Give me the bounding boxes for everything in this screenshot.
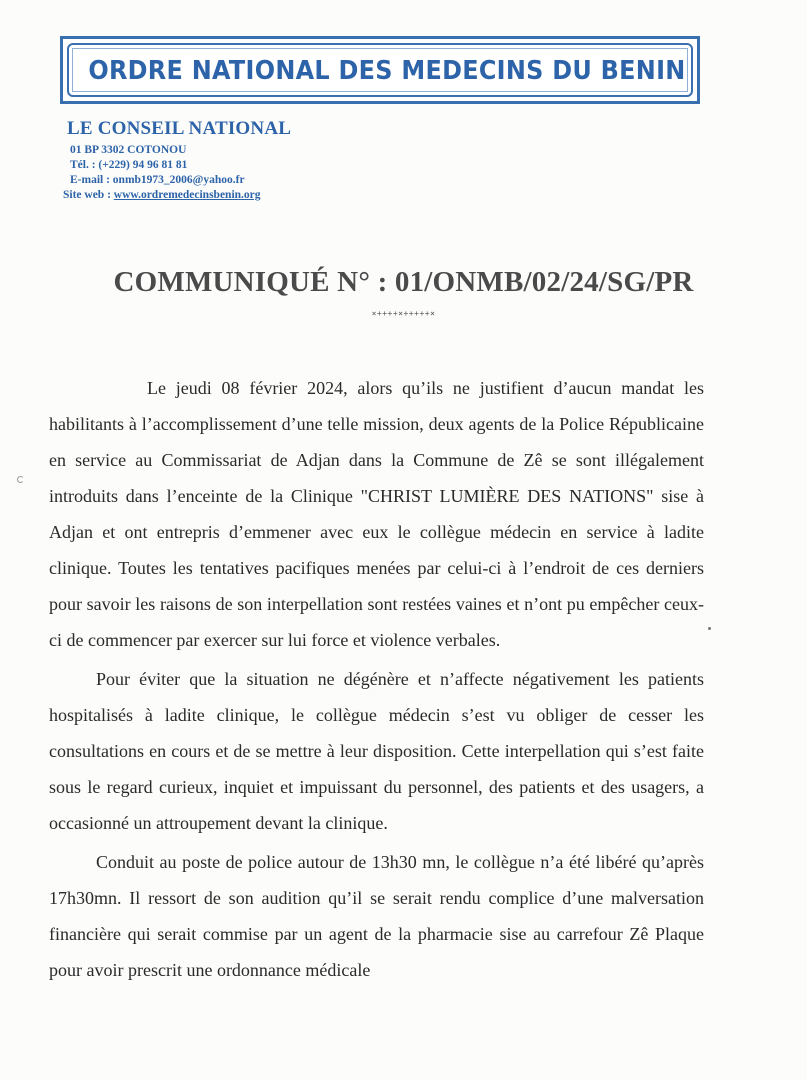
council-name: LE CONSEIL NATIONAL: [67, 118, 292, 139]
council-phone: Tél. : (+229) 94 96 81 81: [70, 159, 188, 171]
council-block: [63, 118, 292, 203]
scan-dot: [708, 627, 711, 630]
council-email: E-mail : onmb1973_2006@yahoo.fr: [70, 174, 245, 186]
banner-title: ORDRE NATIONAL DES MEDECINS DU BENIN: [88, 56, 686, 86]
communique-title: COMMUNIQUÉ N° : 01/ONMB/02/24/SG/PR: [113, 266, 694, 298]
scan-mark: [17, 476, 24, 483]
website-label: Site web :: [63, 189, 114, 201]
body-text: [49, 370, 704, 991]
council-website: [63, 188, 291, 203]
website-link[interactable]: www.ordremedecinsbenin.org: [113, 189, 261, 201]
paragraph-2: Pour éviter que la situation ne dégénère et n’affecte négativement les patients hospitalisés à ladite clinique, le collègue médecin s’est vu obliger de cesser les consultations en cours et de se mettre à leur disposition. Cette interpellation qui s’est faite sous le regard curieux, inquiet et impuissant du personnel, des patients et des usagers, a occasionné un attroupement devant la clinique.: [49, 669, 704, 833]
title-ornament: ×++++×+++++×: [371, 309, 436, 318]
paragraph-3: Conduit au poste de police autour de 13h30 mn, le collègue n’a été libéré qu’après 17h30mn. Il ressort de son audition qu’il se serait rendu complice d’une malversation financière qui serait commise par un agent de la pharmacie sise au carrefour Zê Plaque pour avoir prescrit une ordonnance médicale: [49, 852, 704, 980]
paragraph-1: Le jeudi 08 février 2024, alors qu’ils ne justifient d’aucun mandat les habilitants à l’accomplissement d’une telle mission, deux agents de la Police Républicaine en service au Commissariat de Adjan dans la Commune de Zê se sont illégalement introduits dans l’enceinte de la Clinique "CHRIST LUMIÈRE DES NATIONS" sise à Adjan et ont entrepris d’emmener avec eux le collègue médecin en service à ladite clinique. Toutes les tentatives pacifiques menées par celui-ci à l’endroit de ces derniers pour savoir les raisons de son interpellation sont restées vaines et n’ont pu empêcher ceux-ci de commencer par exercer sur lui force et violence verbales.: [49, 378, 704, 650]
header-banner: [60, 36, 700, 104]
council-address: 01 BP 3302 COTONOU: [70, 144, 187, 156]
